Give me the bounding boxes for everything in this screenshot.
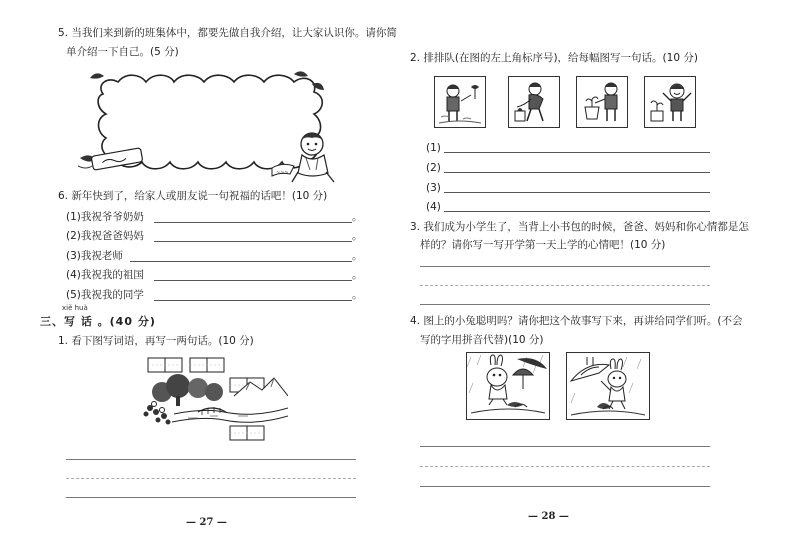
q5-text-line1: 5. 当我们来到新的班集体中，都要先做自我介绍，让大家认识你。请你简 (58, 27, 397, 39)
q6-item-2-label: (2)我祝爸爸妈妈 (66, 230, 144, 242)
rabbit-in-rain-icon (467, 353, 549, 419)
answer-line-q1-2[interactable] (66, 478, 356, 479)
answer-line-q2-4[interactable] (444, 211, 710, 212)
q3-text-line1: 3. 我们成为小学生了，当背上小书包的时候，爸爸、妈妈和你心情都是怎 (410, 221, 749, 233)
answer-line-q6-5[interactable] (154, 300, 352, 301)
answer-line-q6-3[interactable] (130, 261, 352, 262)
q2-picture-4[interactable] (644, 76, 696, 128)
q2-picture-2[interactable] (508, 76, 560, 128)
self-intro-cloud-frame[interactable] (78, 66, 348, 184)
q6-item-3-label: (3)我祝老师 (66, 250, 123, 262)
answer-line-q3-1[interactable] (420, 266, 710, 267)
answer-line-q2-2[interactable] (444, 172, 710, 173)
child-digging-icon (509, 77, 559, 127)
q2-picture-1[interactable] (434, 76, 486, 128)
answer-line-q2-1[interactable] (444, 152, 710, 153)
answer-line-q6-4[interactable] (154, 280, 352, 281)
section3-pinyin: xiě huà (62, 304, 88, 312)
q6-item-1-end: 。 (352, 211, 363, 223)
q6-item-4-end: 。 (352, 269, 363, 281)
q6-item-1-label: (1)我祝爷爷奶奶 (66, 211, 144, 223)
q6-item-2-end: 。 (352, 230, 363, 242)
answer-line-q3-3[interactable] (420, 304, 710, 305)
garden-scene-illustration (138, 356, 288, 442)
q6-item-5-label: (5)我祝我的同学 (66, 289, 144, 301)
q4-picture-2[interactable] (566, 352, 650, 420)
q6-title: 6. 新年快到了，给家人或朋友说一句祝福的话吧！(10 分) (58, 190, 328, 202)
q5-text-line2: 单介绍一下自己。(5 分) (66, 46, 179, 58)
answer-line-q6-1[interactable] (154, 222, 352, 223)
child-happy-plant-icon (645, 77, 695, 127)
q2-title: 2. 排排队(在图的左上角标序号)，给每幅图写一句话。(10 分) (410, 52, 698, 64)
q4-text-line1: 4. 图上的小兔聪明吗？请你把这个故事写下来，再讲给同学们听。(不会 (410, 315, 743, 327)
q2-item-2-label: (2) (426, 162, 441, 174)
q6-item-5-end: 。 (352, 289, 363, 301)
left-page-number: — 27 — (186, 517, 227, 528)
svg-text:~~~: ~~~ (276, 170, 289, 176)
answer-line-q4-3[interactable] (420, 486, 710, 487)
q3-text-line2: 样的？请你写一写开学第一天上学的心情吧！(10 分) (420, 239, 666, 251)
q4-picture-1[interactable] (466, 352, 550, 420)
answer-line-q4-2[interactable] (420, 466, 710, 467)
q6-item-3-end: 。 (352, 250, 363, 262)
answer-line-q4-1[interactable] (420, 446, 710, 447)
answer-line-q1-3[interactable] (66, 497, 356, 498)
right-page (400, 0, 800, 560)
q2-item-4-label: (4) (426, 201, 441, 213)
section3-title: 三、写 话 。(40 分) (40, 315, 156, 328)
child-watering-flower-icon (435, 77, 485, 127)
answer-line-q1-1[interactable] (66, 459, 356, 460)
q1-title: 1. 看下图写词语，再写一两句话。(10 分) (58, 335, 254, 347)
answer-line-q3-2[interactable] (420, 285, 710, 286)
q2-picture-3[interactable] (576, 76, 628, 128)
rabbit-with-umbrella-icon (567, 353, 649, 419)
answer-line-q6-2[interactable] (154, 241, 352, 242)
answer-line-q2-3[interactable] (444, 192, 710, 193)
q4-text-line2: 写的字用拼音代替)(10 分) (420, 334, 544, 346)
child-planting-icon (577, 77, 627, 127)
right-page-number: — 28 — (528, 511, 569, 522)
q2-item-3-label: (3) (426, 182, 441, 194)
q6-item-4-label: (4)我祝我的祖国 (66, 269, 144, 281)
q2-item-1-label: (1) (426, 142, 441, 154)
